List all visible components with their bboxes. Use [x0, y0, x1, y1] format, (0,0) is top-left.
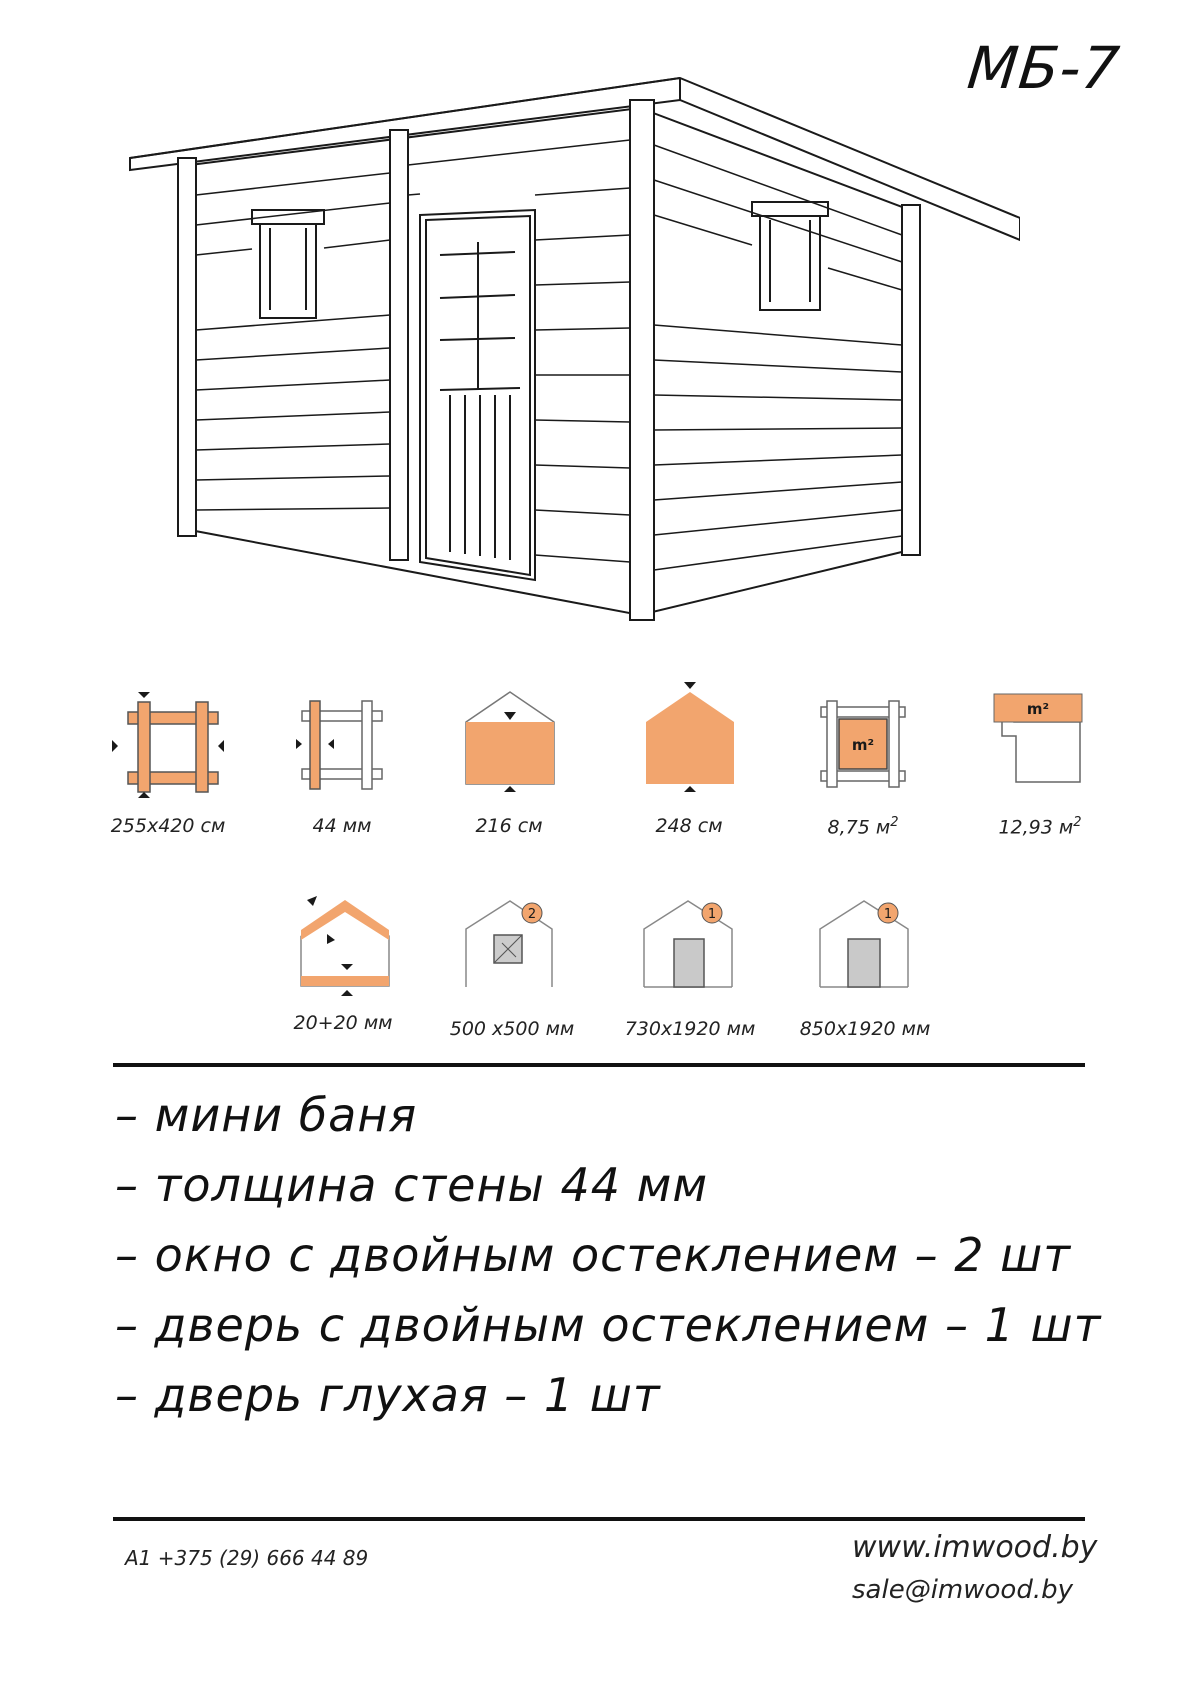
- spec-value-ridge-height: 248 см: [655, 815, 723, 837]
- spec-value-roof-floor-thickness: 20+20 мм: [293, 1012, 393, 1034]
- spec-value-door-size-2: 850x1920 мм: [799, 1018, 931, 1040]
- log-frame-dimensions-icon: [108, 690, 228, 800]
- phone-number[interactable]: A1 +375 (29) 666 44 89: [125, 1546, 369, 1570]
- email-link[interactable]: sale@imwood.by: [852, 1575, 1073, 1605]
- feature-item: – мини баня: [115, 1088, 418, 1142]
- spec-value-window-size: 500 x500 мм: [449, 1018, 575, 1040]
- divider-bottom: [113, 1517, 1085, 1521]
- window-count-badge: 2: [527, 907, 537, 922]
- spec-value-floor-area: 8,75 $м^2$: [827, 815, 899, 839]
- roof-area-icon: [990, 690, 1086, 786]
- ridge-height-icon: [642, 680, 738, 792]
- door-icon: [640, 895, 740, 991]
- floor-area-icon: [815, 695, 911, 793]
- sauna-house-illustration: [120, 70, 1020, 670]
- door-icon: [816, 895, 916, 991]
- website-link[interactable]: www.imwood.by: [852, 1530, 1098, 1565]
- area-unit-label: m²: [851, 736, 875, 754]
- feature-item: – толщина стены 44 мм: [115, 1158, 709, 1212]
- spec-value-wall-height: 216 см: [475, 815, 543, 837]
- door-count-badge: 1: [707, 907, 717, 922]
- front-wall: [190, 108, 640, 615]
- area-unit-label: m²: [1026, 700, 1050, 718]
- spec-value-dimensions: 255x420 см: [110, 815, 226, 837]
- spec-value-wall-thickness: 44 мм: [312, 815, 372, 837]
- divider-top: [113, 1063, 1085, 1067]
- door-count-badge: 1: [883, 907, 893, 922]
- feature-list: [115, 1080, 1101, 1430]
- model-title: МБ-7: [964, 34, 1124, 102]
- feature-item: – дверь с двойным остеклением – 1 шт: [115, 1298, 1102, 1352]
- roof-floor-thickness-icon: [293, 890, 393, 998]
- feature-item: – окно с двойным остеклением – 2 шт: [115, 1228, 1071, 1282]
- spec-value-door-size-1: 730x1920 мм: [624, 1018, 756, 1040]
- window-icon: [462, 895, 562, 991]
- wall-height-icon: [462, 688, 558, 792]
- feature-item: – дверь глухая – 1 шт: [115, 1368, 661, 1422]
- front-window: [260, 218, 316, 318]
- wall-thickness-icon: [292, 695, 392, 795]
- spec-value-roof-area: 12,93 $м^2$: [998, 815, 1082, 839]
